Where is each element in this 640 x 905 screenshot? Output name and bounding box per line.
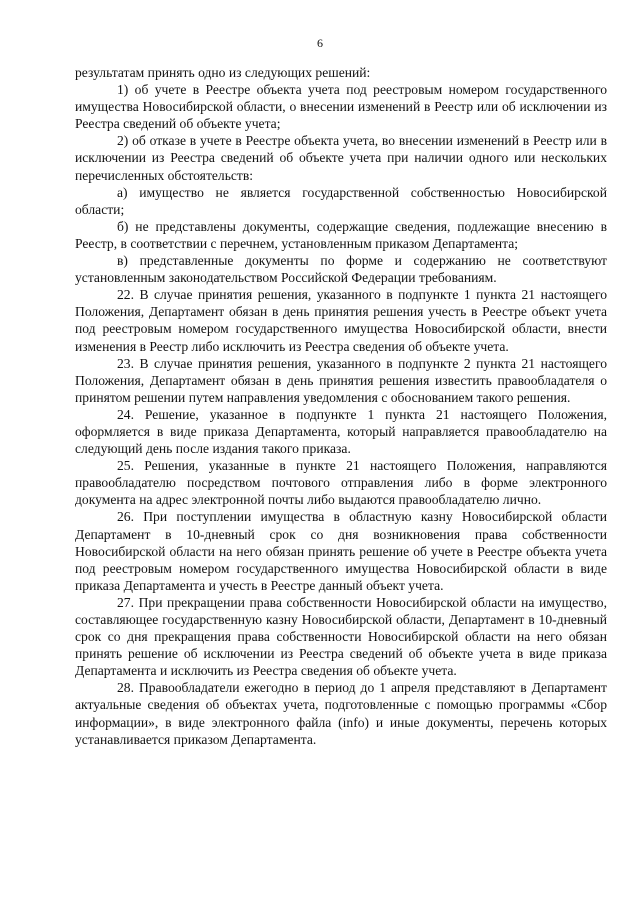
document-body	[75, 64, 607, 748]
paragraph-decision-1: 1) об учете в Реестре объекта учета под реестровым номером государственного имущества Новосибирской области, о внесении изменений в Реестр или об исключении из Реестра сведений об объекте учета;	[75, 82, 607, 132]
paragraph-clause-25: 25. Решения, указанные в пункте 21 настоящего Положения, направляются правообладателю посредством почтового отправления либо в форме электронного документа на адрес электронной почты либо выдаются правообладателю лично.	[75, 458, 607, 508]
paragraph-reason-v: в) представленные документы по форме и содержанию не соответствуют установленным законодательством Российской Федерации требованиям.	[75, 253, 607, 286]
paragraph-clause-23: 23. В случае принятия решения, указанного в подпункте 2 пункта 21 настоящего Положения, Департамент обязан в день принятия решения известить правообладателя о принятом решении путем направления уведомления с обоснованием такого решения.	[75, 355, 607, 405]
paragraph-decision-2: 2) об отказе в учете в Реестре объекта учета, во внесении изменений в Реестр или в исключении из Реестра сведений об объекте учета при наличии одного или нескольких перечисленных обстоятельств:	[75, 133, 607, 183]
paragraph-intro: результатам принять одно из следующих решений:	[75, 65, 371, 80]
page-number: 6	[317, 36, 323, 50]
paragraph-clause-27: 27. При прекращении права собственности Новосибирской области на имущество, составляющее государственную казну Новосибирской области, Департамент в 10-дневный срок со дня прекращения права собственности Новосибирской области на него обязан принять решение об исключении из Реестра сведений об объекте учета в виде приказа Департамента и исключить из Реестра сведения об объекте учета.	[75, 594, 607, 679]
paragraph-reason-a: а) имущество не является государственной собственностью Новосибирской области;	[75, 184, 607, 217]
paragraph-reason-b: б) не представлены документы, содержащие сведения, подлежащие внесению в Реестр, в соответствии с перечнем, установленным приказом Департамента;	[75, 218, 607, 251]
paragraph-clause-28: 28. Правообладатели ежегодно в период до 1 апреля представляют в Департамент актуальные сведения об объектах учета, подготовленные с помощью программы «Сбор информации», в виде электронного файла (info) и иные документы, перечень которых устанавливается приказом Департамента.	[75, 680, 607, 747]
paragraph-clause-26: 26. При поступлении имущества в областную казну Новосибирской области Департамент в 10-дневный срок со дня возникновения права собственности Новосибирской области на него обязан принять решение об учете в Реестре объекта учета под реестровым номером государственного имущества Новосибирской области в виде приказа Департамента и учесть в Реестре данный объект учета.	[75, 509, 607, 593]
paragraph-clause-24: 24. Решение, указанное в подпункте 1 пункта 21 настоящего Положения, оформляется в виде приказа Департамента, который направляется правообладателю на следующий день после издания такого приказа.	[75, 406, 607, 457]
paragraph-clause-22: 22. В случае принятия решения, указанного в подпункте 1 пункта 21 настоящего Положения, Департамент обязан в день принятия решения учесть в Реестре объект учета под реестровым номером государственного имущества Новосибирской области, внести изменения в Реестр либо исключить из Реестра сведения об объекте учета.	[75, 287, 607, 354]
